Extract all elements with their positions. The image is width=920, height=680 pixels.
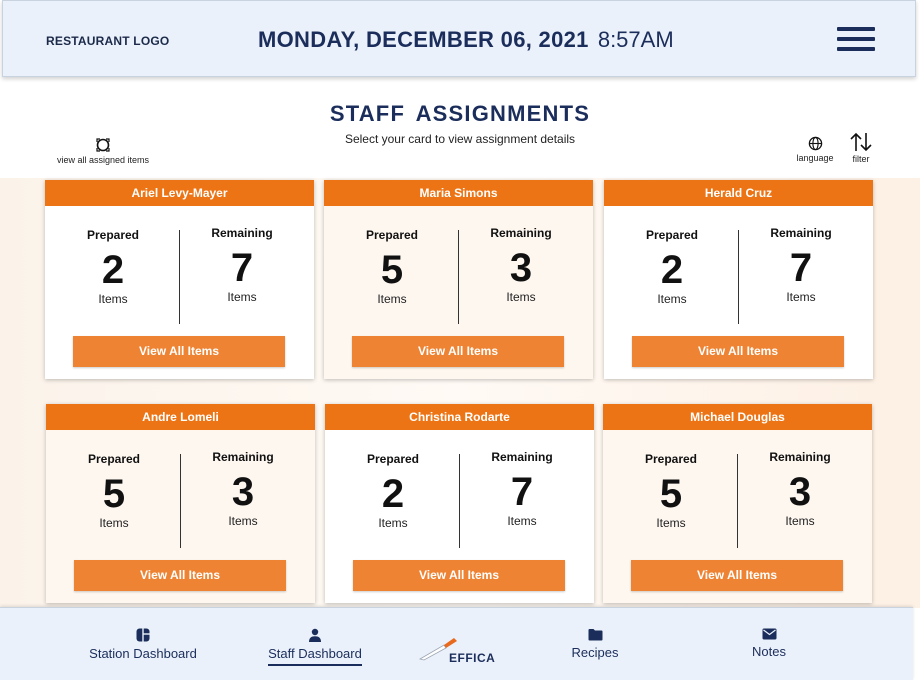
prepared-label: Prepared bbox=[86, 228, 140, 242]
prepared-label: Prepared bbox=[645, 228, 699, 242]
envelope-icon bbox=[762, 628, 777, 640]
view-all-items-button[interactable]: View All Items bbox=[353, 560, 565, 591]
person-icon bbox=[308, 628, 322, 642]
view-all-items-button[interactable]: View All Items bbox=[74, 560, 286, 591]
prepared-count: 5 bbox=[380, 248, 404, 292]
nav-label: Staff Dashboard bbox=[268, 646, 362, 666]
effica-brand[interactable] bbox=[418, 635, 498, 671]
prepared-label: Prepared bbox=[365, 228, 419, 242]
view-all-assigned-label: view all assigned items bbox=[56, 155, 150, 165]
staff-card[interactable] bbox=[45, 180, 314, 379]
prepared-count: 2 bbox=[101, 248, 125, 292]
view-all-items-button[interactable]: View All Items bbox=[631, 560, 843, 591]
remaining-label: Remaining bbox=[770, 226, 832, 240]
circle-select-icon bbox=[95, 137, 111, 153]
remaining-label: Remaining bbox=[491, 450, 553, 464]
prepared-column bbox=[606, 452, 736, 530]
remaining-column bbox=[178, 450, 308, 528]
prepared-label: Prepared bbox=[366, 452, 420, 466]
items-unit: Items bbox=[378, 516, 408, 530]
remaining-label: Remaining bbox=[211, 226, 273, 240]
remaining-column bbox=[456, 226, 586, 304]
current-time: 8:57AM bbox=[597, 27, 674, 52]
items-unit: Items bbox=[377, 292, 407, 306]
view-all-items-button[interactable]: View All Items bbox=[352, 336, 564, 367]
prepared-count: 5 bbox=[659, 472, 683, 516]
date-time-display bbox=[258, 27, 674, 53]
filter-label: filter bbox=[852, 154, 870, 164]
staff-card[interactable] bbox=[325, 404, 594, 603]
language-button[interactable] bbox=[794, 136, 836, 163]
bottom-navigation bbox=[0, 607, 913, 680]
language-label: language bbox=[796, 153, 834, 163]
items-unit: Items bbox=[656, 516, 686, 530]
current-date: MONDAY, DECEMBER 06, 2021 bbox=[258, 27, 589, 52]
staff-card[interactable] bbox=[603, 404, 872, 603]
staff-name: Michael Douglas bbox=[603, 404, 872, 430]
remaining-count: 3 bbox=[231, 470, 255, 514]
items-unit: Items bbox=[227, 290, 257, 304]
staff-name: Christina Rodarte bbox=[325, 404, 594, 430]
items-unit: Items bbox=[98, 292, 128, 306]
nav-staff-dashboard[interactable] bbox=[265, 628, 365, 661]
items-unit: Items bbox=[506, 290, 536, 304]
prepared-count: 5 bbox=[102, 472, 126, 516]
remaining-count: 3 bbox=[509, 246, 533, 290]
remaining-column bbox=[457, 450, 587, 528]
staff-name: Ariel Levy-Mayer bbox=[45, 180, 314, 206]
prepared-column bbox=[328, 452, 458, 530]
remaining-count: 7 bbox=[230, 246, 254, 290]
nav-label: Station Dashboard bbox=[89, 646, 197, 661]
filter-button[interactable] bbox=[846, 132, 876, 164]
prepared-column bbox=[327, 228, 457, 306]
items-unit: Items bbox=[507, 514, 537, 528]
items-unit: Items bbox=[657, 292, 687, 306]
items-unit: Items bbox=[228, 514, 258, 528]
prepared-column bbox=[607, 228, 737, 306]
prepared-label: Prepared bbox=[644, 452, 698, 466]
remaining-label: Remaining bbox=[212, 450, 274, 464]
remaining-label: Remaining bbox=[769, 450, 831, 464]
remaining-count: 3 bbox=[788, 470, 812, 514]
hamburger-menu-icon[interactable] bbox=[837, 27, 875, 55]
items-unit: Items bbox=[786, 290, 816, 304]
staff-name: Herald Cruz bbox=[604, 180, 873, 206]
nav-notes[interactable] bbox=[744, 628, 794, 659]
nav-station-dashboard[interactable] bbox=[86, 628, 200, 661]
nav-label: Notes bbox=[752, 644, 786, 659]
remaining-label: Remaining bbox=[490, 226, 552, 240]
folder-icon bbox=[588, 628, 603, 641]
view-all-assigned-button[interactable] bbox=[55, 137, 151, 165]
dashboard-icon bbox=[136, 628, 150, 642]
view-all-items-button[interactable]: View All Items bbox=[632, 336, 844, 367]
items-unit: Items bbox=[785, 514, 815, 528]
staff-card[interactable] bbox=[604, 180, 873, 379]
restaurant-logo[interactable]: RESTAURANT LOGO bbox=[46, 34, 170, 48]
prepared-label: Prepared bbox=[87, 452, 141, 466]
globe-icon bbox=[808, 136, 823, 151]
staff-name: Maria Simons bbox=[324, 180, 593, 206]
menu-bar bbox=[837, 27, 875, 31]
sort-arrows-icon bbox=[848, 132, 874, 152]
prepared-column bbox=[49, 452, 179, 530]
remaining-column bbox=[735, 450, 865, 528]
staff-name: Andre Lomeli bbox=[46, 404, 315, 430]
prepared-count: 2 bbox=[381, 472, 405, 516]
staff-card[interactable] bbox=[324, 180, 593, 379]
staff-card[interactable] bbox=[46, 404, 315, 603]
remaining-column bbox=[177, 226, 307, 304]
menu-bar bbox=[837, 37, 875, 41]
page-subtitle: Select your card to view assignment details bbox=[344, 132, 576, 146]
remaining-count: 7 bbox=[789, 246, 813, 290]
nav-recipes[interactable] bbox=[562, 628, 628, 660]
remaining-count: 7 bbox=[510, 470, 534, 514]
top-header bbox=[2, 0, 916, 77]
prepared-count: 2 bbox=[660, 248, 684, 292]
nav-label: Recipes bbox=[571, 645, 619, 660]
prepared-column bbox=[48, 228, 178, 306]
page-title: STAFF ASSIGNMENTS bbox=[329, 101, 591, 126]
remaining-column bbox=[736, 226, 866, 304]
menu-bar bbox=[837, 47, 875, 51]
items-unit: Items bbox=[99, 516, 129, 530]
view-all-items-button[interactable]: View All Items bbox=[73, 336, 285, 367]
brand-name: EFFICA bbox=[449, 651, 496, 665]
